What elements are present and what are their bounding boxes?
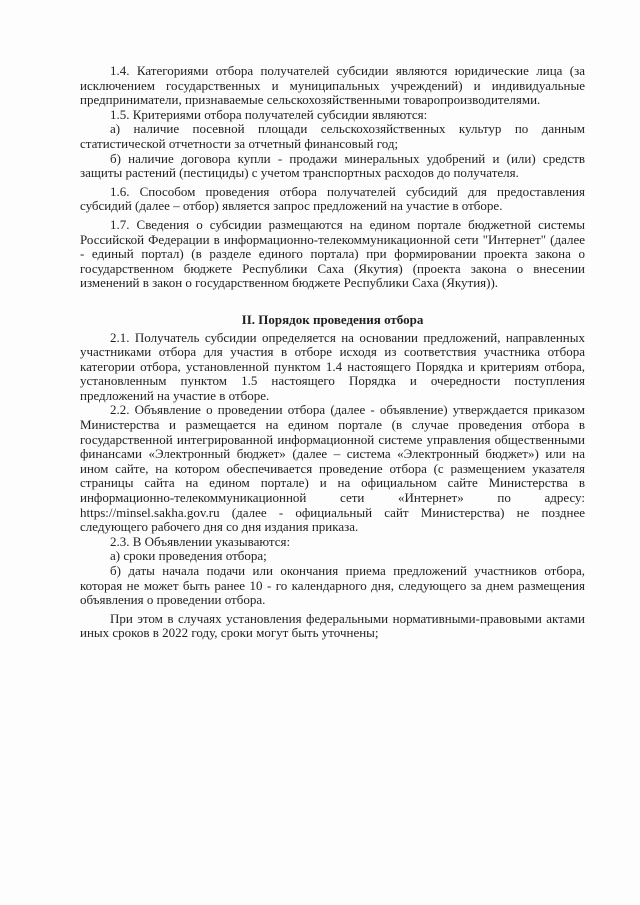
paragraph-1-5-a: а) наличие посевной площади сельскохозяйственных культур по данным статистической отчетности за отчетный финансовый год;	[80, 121, 585, 151]
paragraph-1-5-b: б) наличие договора купли - продажи минеральных удобрений и (или) средств защиты растений (пестициды) с учетом транспортных расходов до получателя.	[80, 150, 585, 181]
paragraph-1-5: 1.5. Критериями отбора получателей субсидии являются:	[110, 106, 428, 122]
paragraph-2-3-a: а) сроки проведения отбора;	[110, 548, 267, 564]
paragraph-1-6: 1.6. Способом проведения отбора получателей субсидий для предоставления субсидий (далее – отбор) является запрос предложений на участие в отборе.	[80, 183, 585, 214]
paragraph-2-3: 2.3. В Объявлении указываются:	[110, 533, 291, 549]
paragraph-1-4: 1.4. Категориями отбора получателей субсидии являются юридические лица (за исключением государственных и муниципальных учреждений) и индивидуальные предприниматели, признаваемые сельскохозяйственными товаропроизводителями.	[80, 63, 585, 108]
paragraph-2-3-note: При этом в случаях установления федеральными нормативными-правовыми актами иных сроков в 2022 году, сроки могут быть уточнены;	[80, 610, 585, 641]
paragraph-2-2: 2.2. Объявление о проведении отбора (далее - объявление) утверждается приказом Министерства и размещается на едином портале (в случае проведения отбора в государственной интегрированной информационной системе управления общественными финансами «Электронный бюджет» (далее – система «Электронный бюджет») или на ином сайте, на котором обеспечивается проведение отбора (с размещением указателя страницы сайта на едином портале) и на официальном сайте Министерства в информационно-телекоммуникационной сети «Интернет» по адресу: https://minsel.sakha.gov.ru (далее - официальный сайт Министерства) не позднее следующего рабочего дня со дня издания приказа.	[80, 402, 585, 535]
section-heading: II. Порядок проведения отбора	[241, 311, 424, 327]
paragraph-2-1: 2.1. Получатель субсидии определяется на основании предложений, направленных участниками отбора для участия в отборе исходя из соответствия участника отбора категории отбора, установленной пунктом 1.4 настоящего Порядка и критериям отбора, установленным пунктом 1.5 настоящего Порядка и очередности поступления предложений на участие в отборе.	[80, 329, 585, 403]
document-body	[80, 64, 585, 641]
paragraph-1-7: 1.7. Сведения о субсидии размещаются на едином портале бюджетной системы Российской Федерации в информационно-телекоммуникационной сети "Интернет" (далее - единый портал) (в разделе единого портала) при формировании проекта закона о государственном бюджете Республики Саха (Якутия) (проекта закона о внесении изменений в закон о государственном бюджете Республики Саха (Якутия)).	[80, 216, 585, 291]
paragraph-2-3-b: б) даты начала подачи или окончания приема предложений участников отбора, которая не может быть ранее 10 - го календарного дня, следующего за днем размещения объявления о проведении отбора.	[80, 563, 585, 608]
